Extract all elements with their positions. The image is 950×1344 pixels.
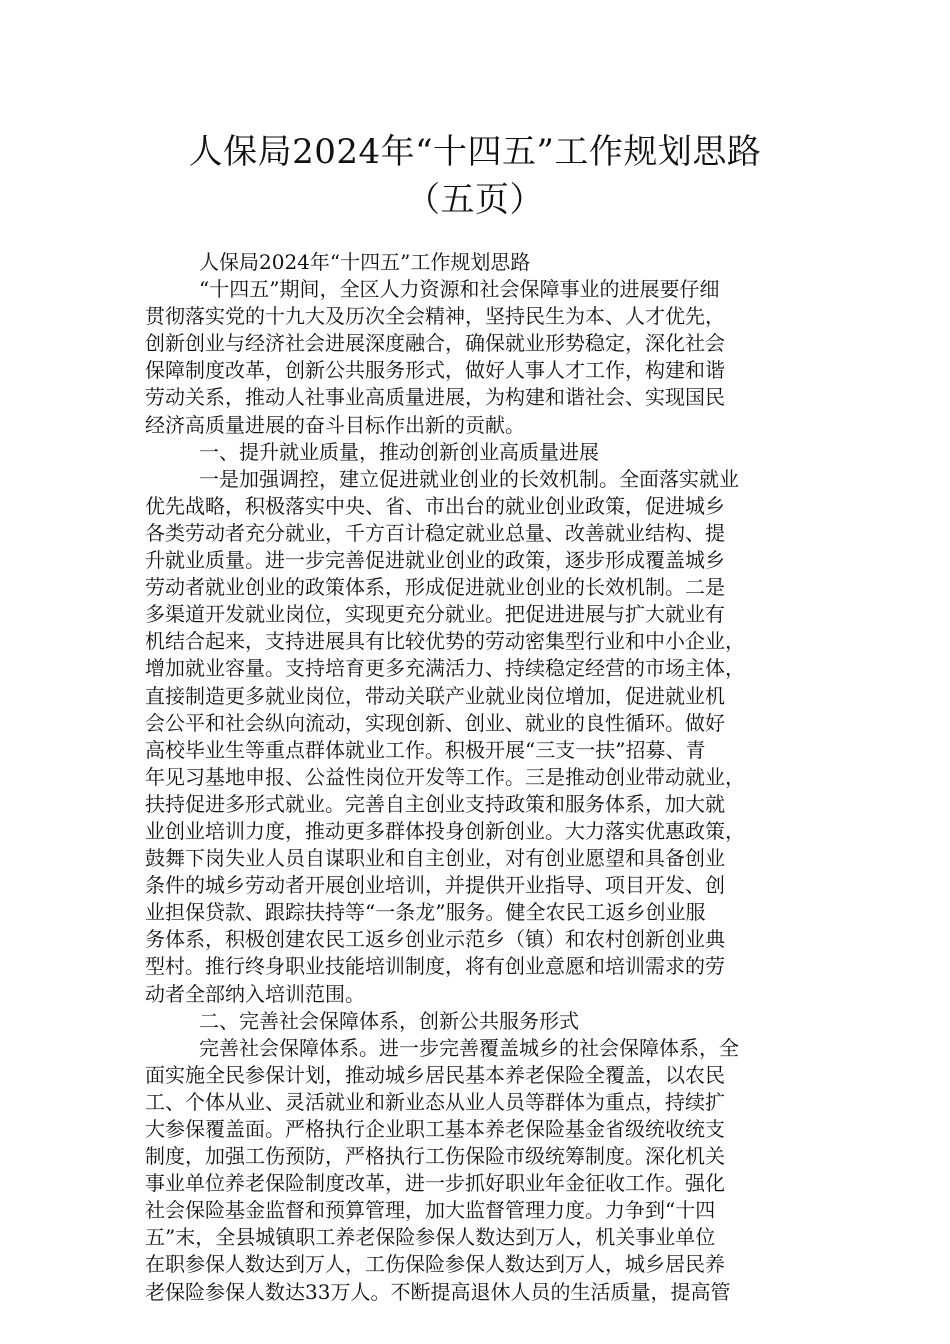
body-text-line: 业创业培训力度，推动更多群体投身创新创业。大力落实优惠政策， — [145, 818, 745, 843]
body-text-line: 老保险参保人数达33万人。不断提高退休人员的生活质量，提高管 — [145, 1279, 731, 1304]
body-text-line: 经济高质量进展的奋斗目标作出新的贡献。 — [145, 412, 525, 437]
body-text-line: 直接制造更多就业岗位，带动关联产业就业岗位增加，促进就业机 — [145, 683, 725, 708]
document-body — [145, 249, 825, 1306]
body-text-line: 工、个体从业、灵活就业和新业态从业人员等群体为重点，持续扩 — [145, 1089, 725, 1114]
body-text-line: 年见习基地申报、公益性岗位开发等工作。三是推动创业带动就业， — [145, 764, 745, 789]
body-text-line: “十四五”期间，全区人力资源和社会保障事业的进展要仔细 — [199, 277, 720, 302]
body-text-line: 制度，加强工伤预防，严格执行工伤保险市级统筹制度。深化机关 — [145, 1144, 725, 1169]
body-text-line: 二、完善社会保障体系，创新公共服务形式 — [199, 1008, 579, 1033]
body-text-line: 高校毕业生等重点群体就业工作。积极开展“三支一扶”招募、青 — [145, 737, 706, 762]
body-text-line: 优先战略，积极落实中央、省、市出台的就业创业政策，促进城乡 — [145, 493, 725, 518]
body-text-line: 劳动者就业创业的政策体系，形成促进就业创业的长效机制。二是 — [145, 575, 725, 600]
body-text-line: 动者全部纳入培训范围。 — [145, 981, 365, 1006]
body-text-line: 五”末，全县城镇职工养老保险参保人数达到万人，机关事业单位 — [145, 1225, 716, 1250]
body-text-line: 各类劳动者充分就业，千方百计稳定就业总量、改善就业结构、提 — [145, 520, 725, 545]
body-text-line: 面实施全民参保计划，推动城乡居民基本养老保险全覆盖，以农民 — [145, 1062, 725, 1087]
body-text-line: 多渠道开发就业岗位，实现更充分就业。把促进进展与扩大就业有 — [145, 602, 725, 627]
body-text-line: 劳动关系，推动人社事业高质量进展，为构建和谐社会、实现国民 — [145, 385, 725, 410]
body-text-line: 增加就业容量。支持培育更多充满活力、持续稳定经营的市场主体， — [145, 656, 745, 681]
body-text-line: 大参保覆盖面。严格执行企业职工基本养老保险基金省级统收统支 — [145, 1117, 725, 1141]
body-text-line: 鼓舞下岗失业人员自谋职业和自主创业，对有创业愿望和具备创业 — [145, 846, 725, 871]
body-text-line: 创新创业与经济社会进展深度融合，确保就业形势稳定，深化社会 — [145, 331, 725, 356]
body-text-line: 机结合起来，支持进展具有比较优势的劳动密集型行业和中小企业， — [145, 629, 745, 654]
body-text-line: 一是加强调控，建立促进就业创业的长效机制。全面落实就业 — [199, 466, 739, 491]
document-title: 人保局2024年“十四五”工作规划思路 — [188, 132, 762, 172]
body-text-line: 社会保险基金监督和预算管理，加大监督管理力度。力争到“十四 — [145, 1198, 716, 1223]
body-text-line: 会公平和社会纵向流动，实现创新、创业、就业的良性循环。做好 — [145, 710, 725, 735]
body-text-line: 业担保贷款、跟踪扶持等“一条龙”服务。健全农民工返乡创业服 — [145, 900, 706, 925]
body-text-line: 完善社会保障体系。进一步完善覆盖城乡的社会保障体系，全 — [199, 1035, 739, 1060]
body-text-line: 一、提升就业质量，推动创新创业高质量进展 — [199, 439, 599, 464]
body-text-line: 事业单位养老保险制度改革，进一步抓好职业年金征收工作。强化 — [145, 1171, 725, 1196]
body-text-line: 型村。推行终身职业技能培训制度，将有创业意愿和培训需求的劳 — [145, 954, 725, 979]
body-text-line: 升就业质量。进一步完善促进就业创业的政策，逐步形成覆盖城乡 — [145, 548, 725, 573]
body-text-line: 人保局2024年“十四五”工作规划思路 — [199, 250, 531, 274]
document-title-page-count: （五页） — [406, 180, 544, 220]
body-text-line: 扶持促进多形式就业。完善自主创业支持政策和服务体系，加大就 — [145, 791, 725, 816]
body-text-line: 条件的城乡劳动者开展创业培训，并提供开业指导、项目开发、创 — [145, 873, 725, 898]
body-text-line: 保障制度改革，创新公共服务形式，做好人事人才工作，构建和谐 — [145, 358, 725, 383]
body-text-line: 在职参保人数达到万人，工伤保险参保人数达到万人，城乡居民养 — [145, 1252, 725, 1277]
body-text-line: 务体系，积极创建农民工返乡创业示范乡（镇）和农村创新创业典 — [145, 927, 725, 952]
body-text-line: 贯彻落实党的十九大及历次全会精神，坚持民生为本、人才优先， — [145, 304, 725, 329]
